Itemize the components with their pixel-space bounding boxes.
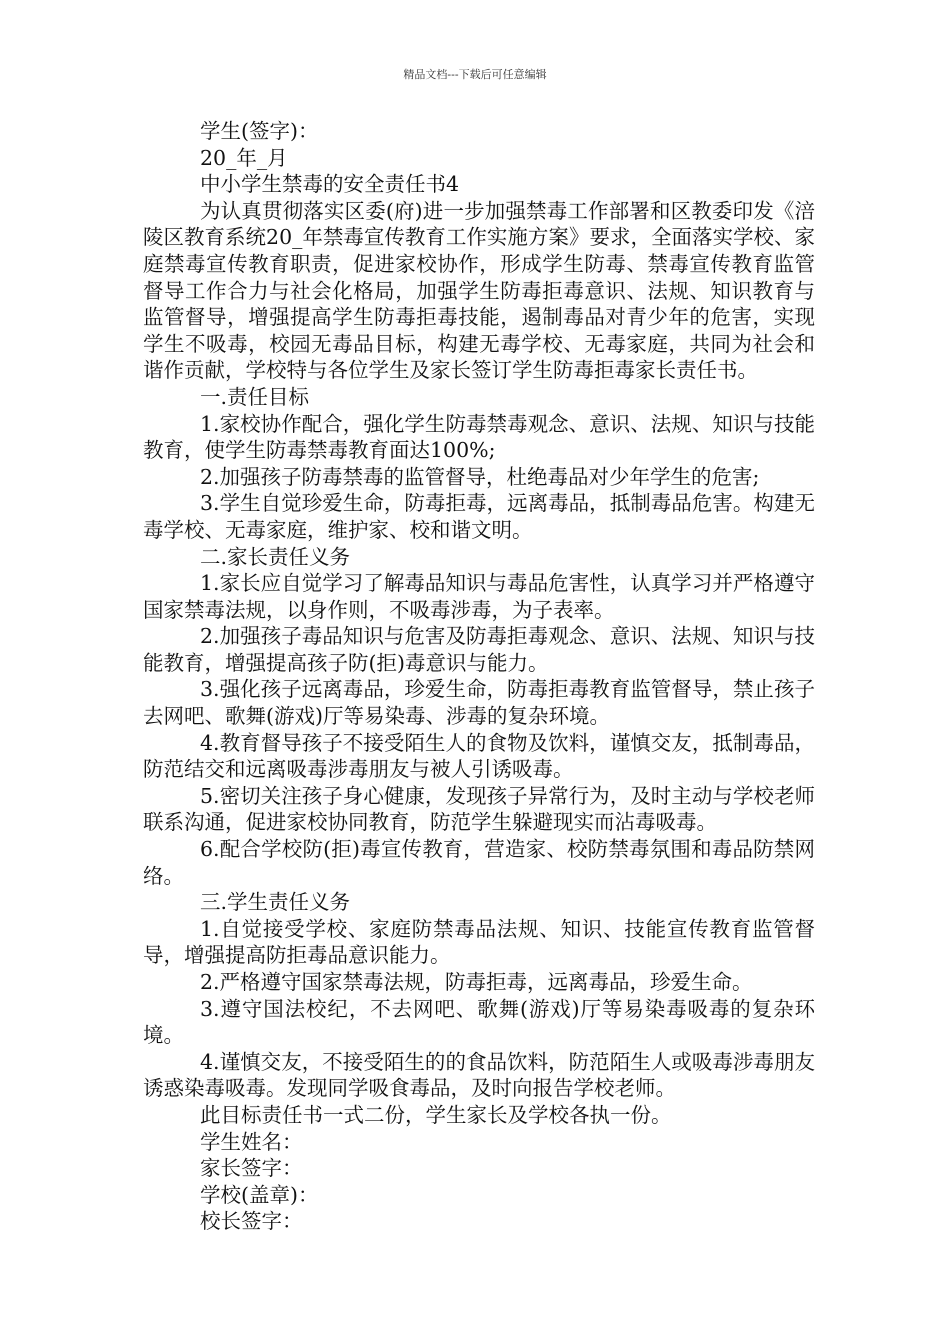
section-heading: 二.家长责任义务 (200, 544, 351, 569)
paragraph: 2.加强孩子防毒禁毒的监管督导，杜绝毒品对少年学生的危害; (200, 464, 760, 489)
section-heading: 三.学生责任义务 (200, 890, 351, 915)
date-line: 20_年_月 (200, 145, 288, 170)
paragraph: 2.严格遵守国家禁毒法规，防毒拒毒，远离毒品，珍爱生命。 (200, 970, 753, 994)
paragraph: 4.教育督导孩子不接受陌生人的食物及饮料，谨慎交友，抵制毒品，防范结交和远离吸毒涉毒朋友与被人引诱吸毒。 (143, 730, 815, 782)
paragraph: 1.家长应自觉学习了解毒品知识与毒品危害性，认真学习并严格遵守国家禁毒法规，以身作则，不吸毒涉毒，为子表率。 (143, 571, 815, 622)
document-body (143, 118, 815, 1235)
section-heading: 一.责任目标 (200, 384, 310, 409)
paragraph: 3.遵守国法校纪，不去网吧、歌舞(游戏)厅等易染毒吸毒的复杂环境。 (143, 996, 815, 1048)
paragraph: 6.配合学校防(拒)毒宣传教育，营造家、校防禁毒氛围和毒品防禁网络。 (143, 837, 815, 888)
paragraph: 3.学生自觉珍爱生命，防毒拒毒，远离毒品，抵制毒品危害。构建无毒学校、无毒家庭，维护家、校和谐文明。 (143, 491, 815, 542)
paragraph: 5.密切关注孩子身心健康，发现孩子异常行为，及时主动与学校老师联系沟通，促进家校协同教育，防范学生躲避现实而沾毒吸毒。 (143, 783, 815, 835)
paragraph: 1.自觉接受学校、家庭防禁毒品法规、知识、技能宣传教育监管督导，增强提高防拒毒品意识能力。 (143, 916, 815, 968)
intro-paragraph: 为认真贯彻落实区委(府)进一步加强禁毒工作部署和区教委印发《涪陵区教育系统20_年禁毒宣传教育工作实施方案》要求，全面落实学校、家庭禁毒宣传教育职责，促进家校协作，形成学生防毒、禁毒宣传教育监管督导工作合力与社会化格局，加强学生防毒拒毒意识、法规、知识教育与监管督导，增强提高学生防毒拒毒技能，遏制毒品对青少年的危害，实现学生不吸毒，校园无毒品目标，构建无毒学校、无毒家庭，共同为社会和谐作贡献，学校特与各位学生及家长签订学生防毒拒毒家长责任书。 (143, 198, 815, 383)
student-signature-line: 学生(签字)： (200, 119, 319, 143)
paragraph: 4.谨慎交友，不接受陌生的的食品饮料，防范陌生人或吸毒涉毒朋友诱惑染毒吸毒。发现同学吸食毒品，及时向报告学校老师。 (143, 1049, 815, 1101)
paragraph: 2.加强孩子毒品知识与危害及防毒拒毒观念、意识、法规、知识与技能教育，增强提高孩子防(拒)毒意识与能力。 (143, 624, 815, 675)
parent-signature-line: 家长签字： (200, 1156, 303, 1181)
document-title: 中小学生禁毒的安全责任书4 (200, 172, 460, 197)
principal-signature-line: 校长签字： (200, 1209, 303, 1234)
student-name-line: 学生姓名： (200, 1129, 303, 1154)
page-header: 精品文档---下载后可任意编辑 (403, 68, 547, 81)
paragraph: 1.家校协作配合，强化学生防毒禁毒观念、意识、法规、知识与技能教育，使学生防毒禁毒教育面达100%; (143, 411, 815, 463)
school-seal-line: 学校(盖章)： (200, 1182, 319, 1207)
paragraph: 3.强化孩子远离毒品，珍爱生命，防毒拒毒教育监管督导，禁止孩子去网吧、歌舞(游戏)厅等易染毒、涉毒的复杂环境。 (143, 677, 815, 729)
closing-paragraph: 此目标责任书一式二份，学生家长及学校各执一份。 (200, 1102, 672, 1127)
